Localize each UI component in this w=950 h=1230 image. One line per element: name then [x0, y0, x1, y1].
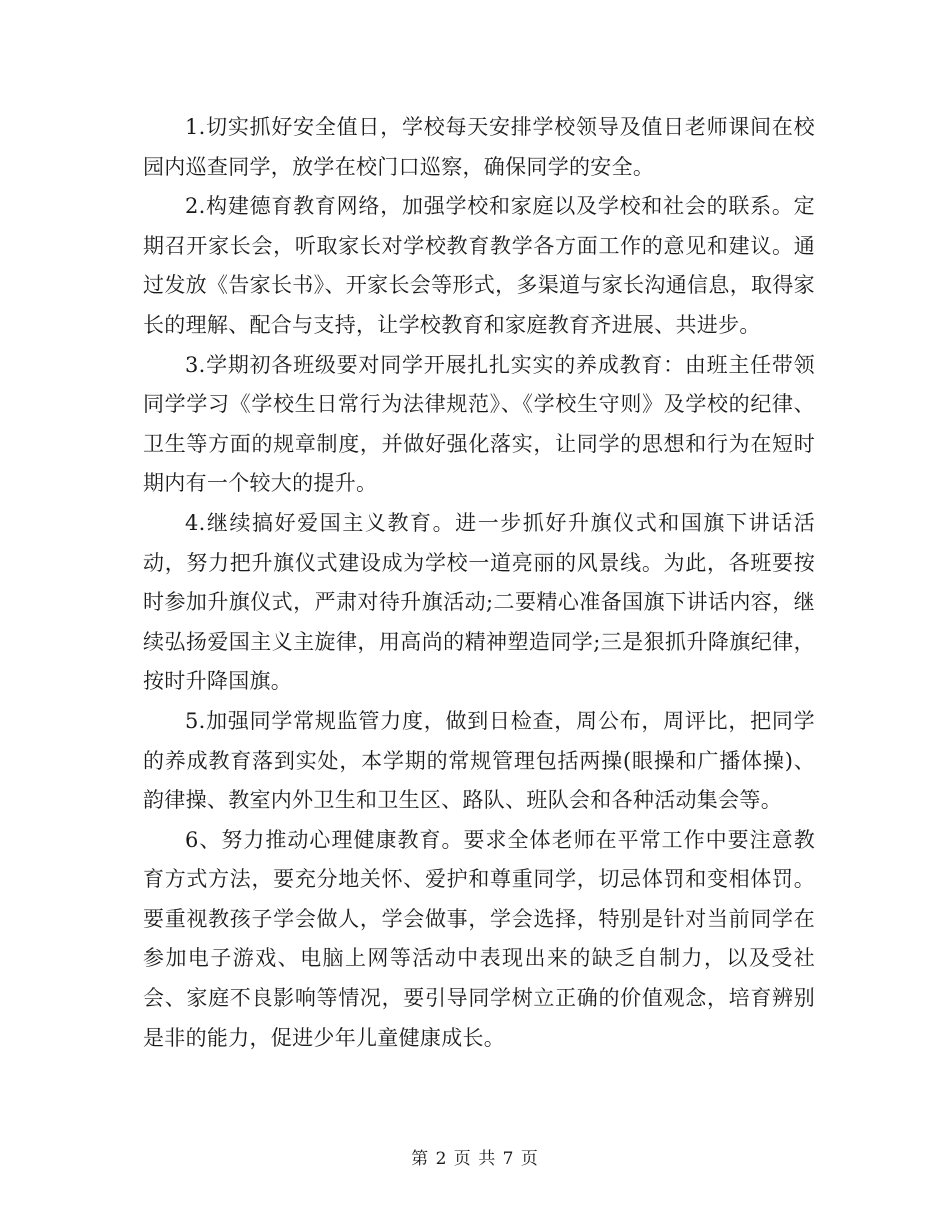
- paragraph-5: 5.加强同学常规监管力度，做到日检查，周公布，周评比，把同学的养成教育落到实处，本学期的常规管理包括两操(眼操和广播体操)、韵律操、教室内外卫生和卫生区、路队、班队会和各种活动集会等。: [143, 708, 815, 813]
- paragraph-4: 4.继续搞好爱国主义教育。进一步抓好升旗仪式和国旗下讲话活动，努力把升旗仪式建设成为学校一道亮丽的风景线。为此，各班要按时参加升旗仪式，严肃对待升旗活动;二要精心准备国旗下讲话内容，继续弘扬爱国主义主旋律，用高尚的精神塑造同学;三是狠抓升降旗纪律，按时升降国旗。: [143, 510, 815, 694]
- paragraph-3: 3.学期初各班级要对同学开展扎扎实实的养成教育：由班主任带领同学学习《学校生日常行为法律规范》、《学校生守则》及学校的纪律、卫生等方面的规章制度，并做好强化落实，让同学的思想和行为在短时期内有一个较大的提升。: [143, 352, 815, 496]
- paragraph-1: 1.切实抓好安全值日，学校每天安排学校领导及值日老师课间在校园内巡查同学，放学在校门口巡察，确保同学的安全。: [143, 115, 815, 179]
- document-body: [143, 108, 815, 1058]
- page-number-footer: 第 2 页 共 7 页: [411, 1149, 539, 1169]
- paragraph-2: 2.构建德育教育网络，加强学校和家庭以及学校和社会的联系。定期召开家长会，听取家长对学校教育教学各方面工作的意见和建议。通过发放《告家长书》、开家长会等形式，多渠道与家长沟通信息，取得家长的理解、配合与支持，让学校教育和家庭教育齐进展、共进步。: [143, 194, 815, 337]
- paragraph-6: 6、努力推动心理健康教育。要求全体老师在平常工作中要注意教育方式方法，要充分地关怀、爱护和尊重同学，切忌体罚和变相体罚。要重视教孩子学会做人，学会做事，学会选择，特别是针对当前同学在参加电子游戏、电脑上网等活动中表现出来的缺乏自制力，以及受社会、家庭不良影响等情况，要引导同学树立正确的价值观念，培育辨别是非的能力，促进少年儿童健康成长。: [143, 827, 815, 1050]
